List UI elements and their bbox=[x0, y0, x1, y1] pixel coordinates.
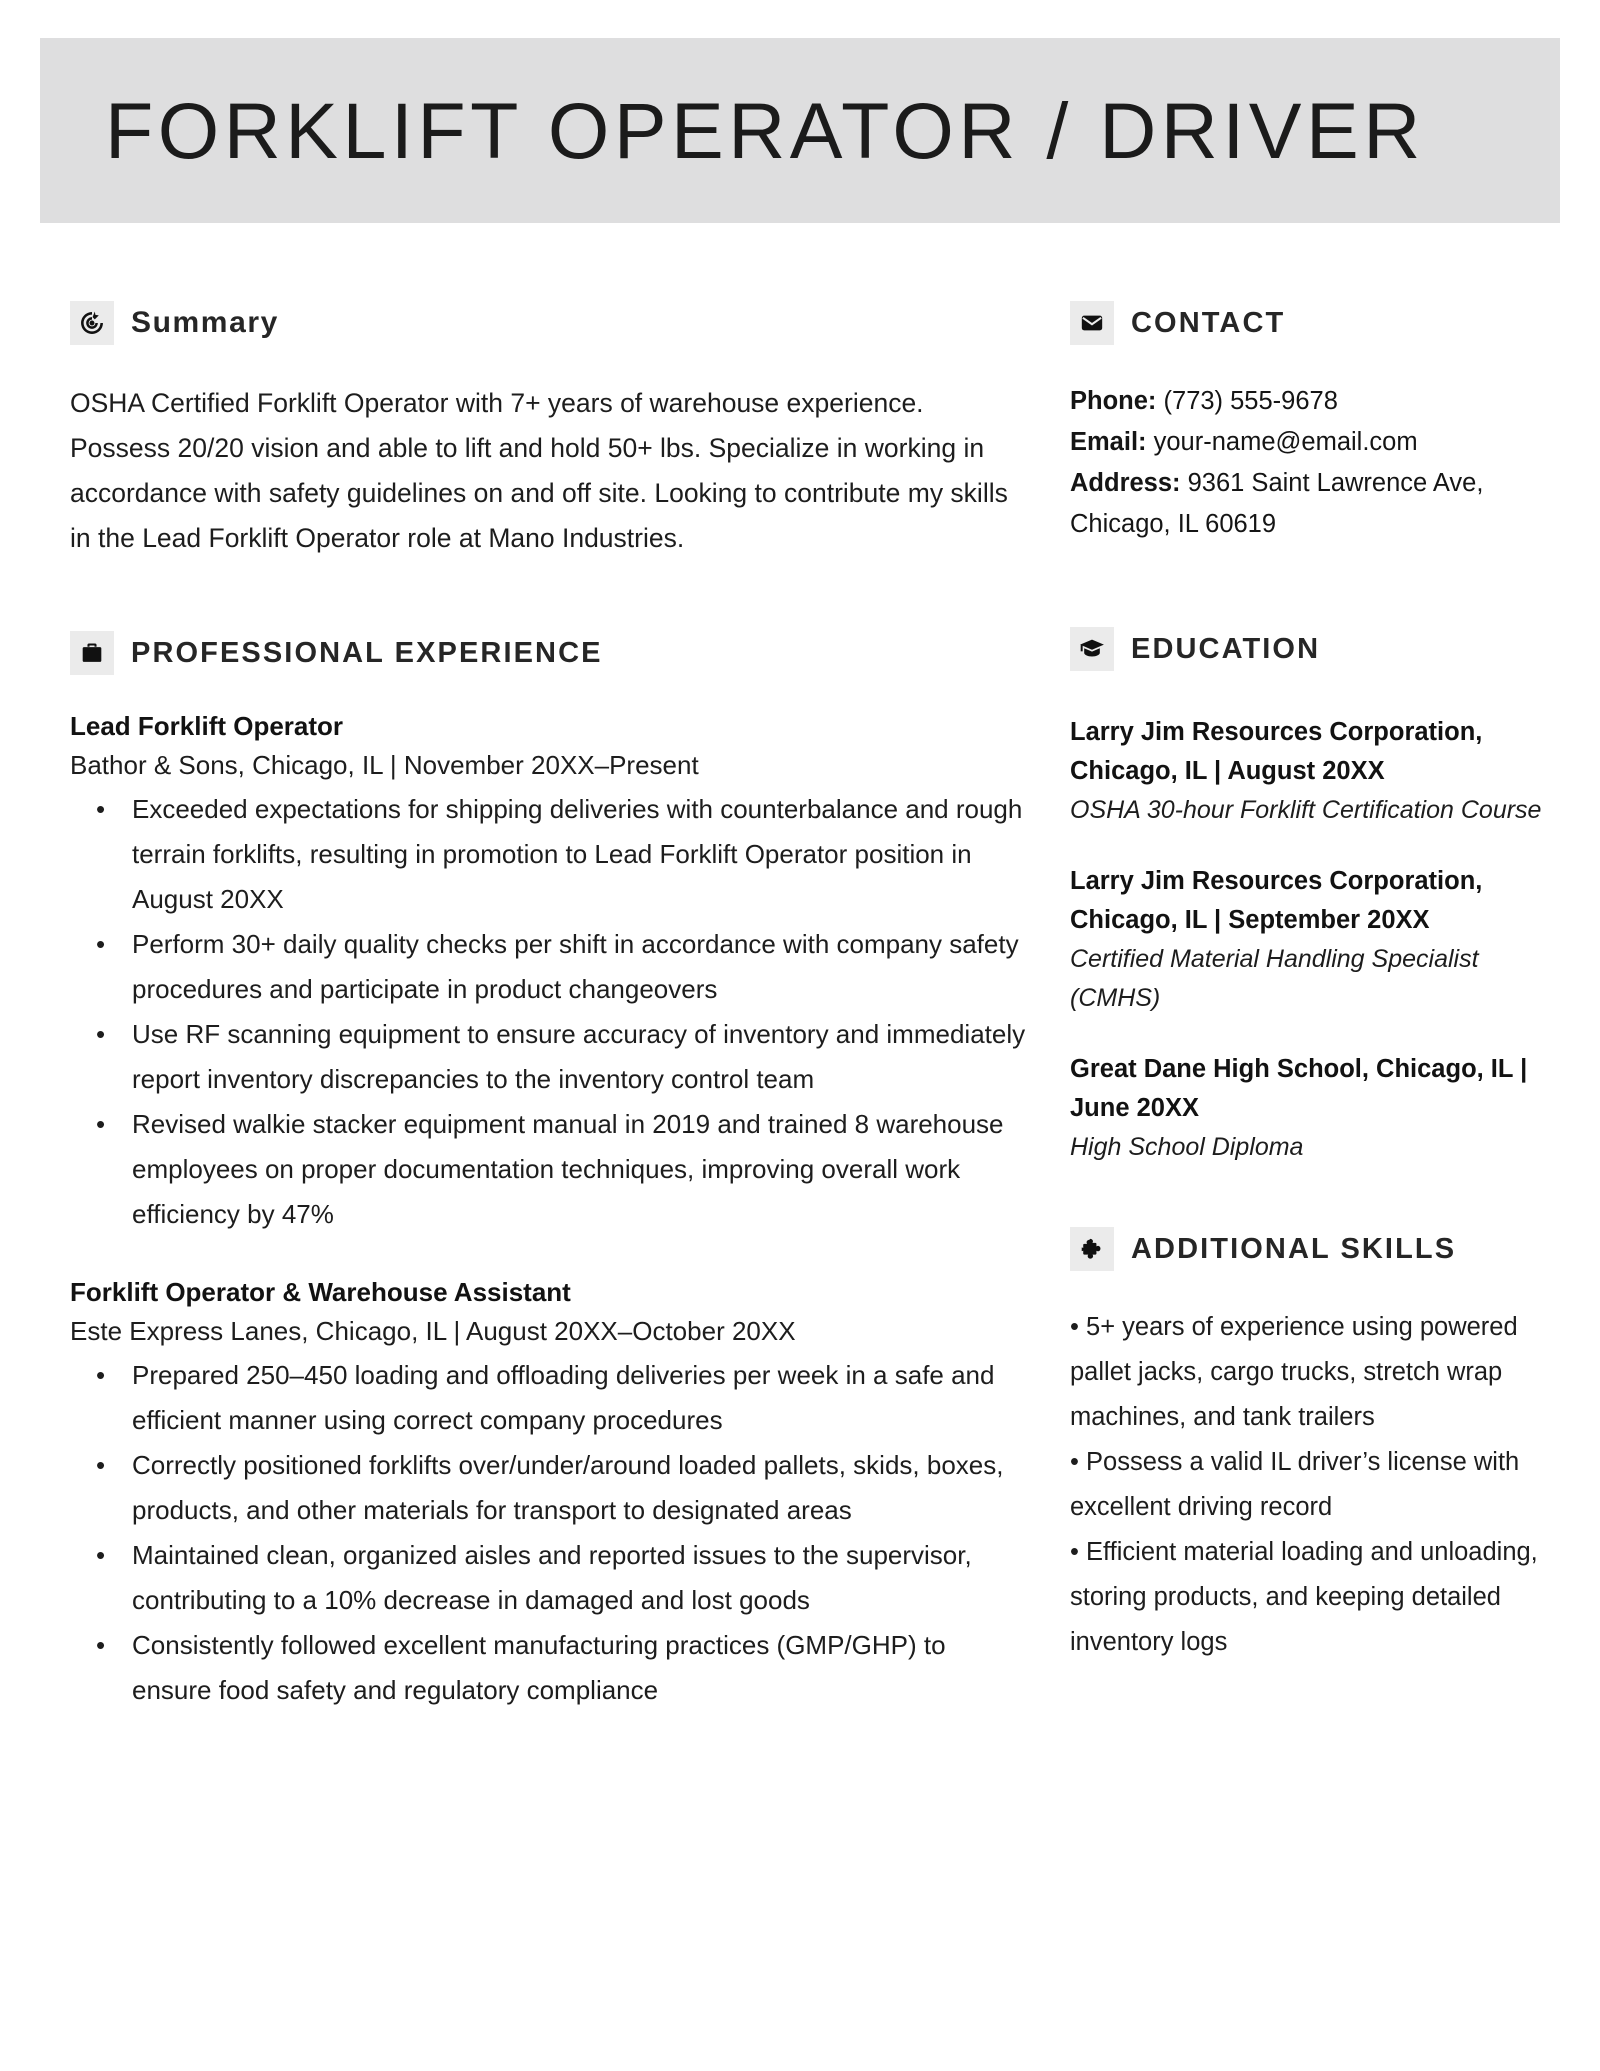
summary-text: OSHA Certified Forklift Operator with 7+ years of warehouse experience. Possess 20/20 vision and able to lift and hold 50+ lbs. Specialize in working in accordance with safety guidelines on and off site. Looking to contribute my skills in the Lead Forklift Operator role at Mano Industries. bbox=[70, 388, 1008, 553]
job-title: Forklift Operator & Warehouse Assistant bbox=[70, 1277, 571, 1307]
header-banner bbox=[40, 38, 1560, 223]
education-degree: High School Diploma bbox=[1070, 1133, 1304, 1161]
contact-address-label: Address: bbox=[1070, 469, 1181, 497]
page-title: FORKLIFT OPERATOR / DRIVER bbox=[105, 85, 1425, 175]
skills-heading: ADDITIONAL SKILLS bbox=[1131, 1232, 1457, 1265]
contact-phone bbox=[1070, 381, 1545, 422]
list-item: • Correctly positioned forklifts over/under/around loaded pallets, skids, boxes, products, and other materials for transport to designated areas bbox=[70, 1443, 1030, 1533]
list-item: • Revised walkie stacker equipment manual in 2019 and trained 8 warehouse employees on proper documentation techniques, improving overall work efficiency by 47% bbox=[70, 1102, 1030, 1237]
education-heading: EDUCATION bbox=[1131, 632, 1321, 665]
right-column bbox=[1030, 223, 1600, 1665]
graduation-cap-icon bbox=[1070, 627, 1114, 671]
education-entry bbox=[1070, 1050, 1545, 1167]
list-item: • Use RF scanning equipment to ensure accuracy of inventory and immediately report inventory discrepancies to the inventory control team bbox=[70, 1012, 1030, 1102]
job-bullets bbox=[70, 787, 1030, 1237]
job-meta: Bathor & Sons, Chicago, IL | November 20XX–Present bbox=[70, 750, 699, 780]
education-degree: OSHA 30-hour Forklift Certification Course bbox=[1070, 796, 1542, 824]
education-school: Great Dane High School, Chicago, IL | June 20XX bbox=[1070, 1055, 1528, 1122]
content-columns bbox=[0, 223, 1600, 1753]
education-entry bbox=[1070, 713, 1545, 830]
job-bullets bbox=[70, 1353, 1030, 1713]
list-item: • Consistently followed excellent manufacturing practices (GMP/GHP) to ensure food safety and regulatory compliance bbox=[70, 1623, 1030, 1713]
education-section-header bbox=[1070, 627, 1545, 671]
contact-address-value: 9361 Saint Lawrence Ave, Chicago, IL 60619 bbox=[1070, 469, 1484, 538]
briefcase-icon bbox=[70, 631, 114, 675]
list-item: • Possess a valid IL driver’s license with excellent driving record bbox=[1070, 1440, 1545, 1530]
envelope-icon bbox=[1070, 301, 1114, 345]
list-item: • 5+ years of experience using powered pallet jacks, cargo trucks, stretch wrap machines, and tank trailers bbox=[1070, 1305, 1545, 1440]
experience-heading: PROFESSIONAL EXPERIENCE bbox=[131, 636, 603, 669]
experience-section-header bbox=[70, 631, 1030, 675]
job-entry bbox=[70, 711, 1030, 1237]
job-title: Lead Forklift Operator bbox=[70, 711, 344, 741]
education-degree: Certified Material Handling Specialist (CMHS) bbox=[1070, 945, 1479, 1012]
list-item: • Prepared 250–450 loading and offloading deliveries per week in a safe and efficient manner using correct company procedures bbox=[70, 1353, 1030, 1443]
left-column bbox=[0, 223, 1030, 1753]
education-entry bbox=[1070, 862, 1545, 1018]
target-icon bbox=[70, 301, 114, 345]
contact-heading: CONTACT bbox=[1131, 306, 1286, 339]
skills-items bbox=[1070, 1305, 1545, 1665]
list-item: • Maintained clean, organized aisles and reported issues to the supervisor, contributing to a 10% decrease in damaged and lost goods bbox=[70, 1533, 1030, 1623]
list-item: • Exceeded expectations for shipping deliveries with counterbalance and rough terrain forklifts, resulting in promotion to Lead Forklift Operator position in August 20XX bbox=[70, 787, 1030, 922]
contact-email-value: your-name@email.com bbox=[1153, 428, 1418, 456]
skills-section-header bbox=[1070, 1227, 1545, 1271]
contact-email bbox=[1070, 422, 1545, 463]
contact-email-label: Email: bbox=[1070, 428, 1147, 456]
summary-section-header bbox=[70, 301, 1030, 345]
puzzle-piece-icon bbox=[1070, 1227, 1114, 1271]
contact-phone-label: Phone: bbox=[1070, 387, 1157, 415]
contact-section-header bbox=[1070, 301, 1545, 345]
job-meta: Este Express Lanes, Chicago, IL | August 20XX–October 20XX bbox=[70, 1316, 796, 1346]
education-items bbox=[1070, 713, 1545, 1167]
job-entry bbox=[70, 1277, 1030, 1713]
contact-phone-value: (773) 555-9678 bbox=[1163, 387, 1338, 415]
list-item: • Perform 30+ daily quality checks per shift in accordance with company safety procedures and participate in product changeovers bbox=[70, 922, 1030, 1012]
education-school: Larry Jim Resources Corporation, Chicago, IL | August 20XX bbox=[1070, 718, 1483, 785]
contact-details bbox=[1070, 381, 1545, 545]
education-school: Larry Jim Resources Corporation, Chicago, IL | September 20XX bbox=[1070, 867, 1483, 934]
summary-heading: Summary bbox=[131, 306, 279, 339]
experience-jobs bbox=[70, 711, 1030, 1713]
list-item: • Efficient material loading and unloading, storing products, and keeping detailed inventory logs bbox=[1070, 1530, 1545, 1665]
contact-address bbox=[1070, 463, 1545, 545]
